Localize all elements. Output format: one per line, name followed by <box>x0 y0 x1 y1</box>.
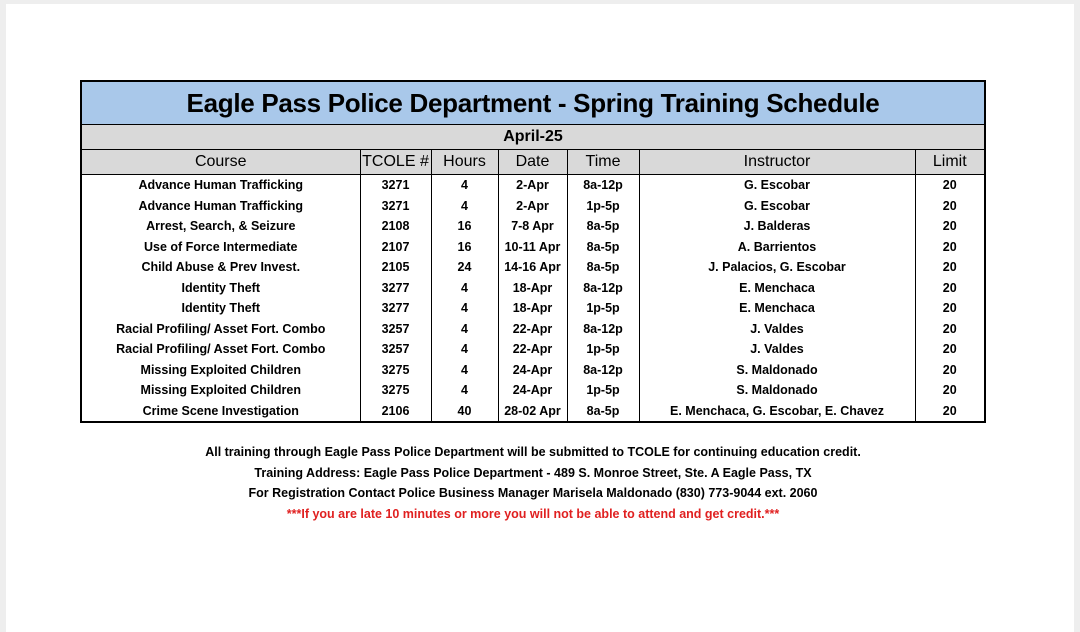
column-header-course: Course <box>82 150 360 175</box>
tcole-cell: 3271 <box>360 196 431 217</box>
limit-cell: 20 <box>942 362 957 377</box>
instructor-cell: S. Maldonado <box>639 380 915 401</box>
limit-cell: 20 <box>942 403 957 418</box>
course-cell: Arrest, Search, & Seizure <box>82 216 360 237</box>
date-cell: 18-Apr <box>498 278 567 299</box>
limit-cell: 20 <box>942 321 957 336</box>
tcole-cell: 3271 <box>360 175 431 196</box>
limit-cell: 20 <box>942 383 957 398</box>
instructor-cell: E. Menchaca, G. Escobar, E. Chavez <box>639 401 915 422</box>
hours-cell: 40 <box>431 401 498 422</box>
instructor-cell: J. Palacios, G. Escobar <box>639 257 915 278</box>
document-page <box>6 4 1074 632</box>
instructor-cell: G. Escobar <box>639 175 915 196</box>
tcole-cell: 2108 <box>360 216 431 237</box>
hours-cell: 4 <box>431 380 498 401</box>
instructor-cell: E. Menchaca <box>639 278 915 299</box>
course-cell: Racial Profiling/ Asset Fort. Combo <box>82 339 360 360</box>
course-cell: Identity Theft <box>82 298 360 319</box>
table-row <box>82 278 984 299</box>
time-cell: 1p-5p <box>567 298 639 319</box>
time-cell: 8a-5p <box>567 216 639 237</box>
limit-cell: 20 <box>942 239 957 254</box>
tcole-cell: 2105 <box>360 257 431 278</box>
time-cell: 1p-5p <box>567 196 639 217</box>
limit-cell: 20 <box>942 260 957 275</box>
date-cell: 24-Apr <box>498 380 567 401</box>
table-row <box>82 401 984 422</box>
hours-cell: 24 <box>431 257 498 278</box>
tcole-cell: 3257 <box>360 339 431 360</box>
schedule-table <box>82 150 984 421</box>
hours-cell: 4 <box>431 360 498 381</box>
column-header-instructor: Instructor <box>639 150 915 175</box>
tcole-cell: 3277 <box>360 298 431 319</box>
time-cell: 8a-12p <box>567 175 639 196</box>
hours-cell: 4 <box>431 298 498 319</box>
table-row <box>82 298 984 319</box>
date-cell: 24-Apr <box>498 360 567 381</box>
registration-contact: For Registration Contact Police Business Manager Marisela Maldonado (830) 773-9044 ext. 2060 <box>248 486 818 500</box>
tcole-cell: 2107 <box>360 237 431 258</box>
limit-cell: 20 <box>942 342 957 357</box>
time-cell: 1p-5p <box>567 339 639 360</box>
limit-cell: 20 <box>942 178 957 193</box>
course-cell: Use of Force Intermediate <box>82 237 360 258</box>
table-row <box>82 237 984 258</box>
hours-cell: 16 <box>431 237 498 258</box>
date-cell: 28-02 Apr <box>498 401 567 422</box>
date-cell: 2-Apr <box>498 175 567 196</box>
hours-cell: 16 <box>431 216 498 237</box>
instructor-cell: G. Escobar <box>639 196 915 217</box>
instructor-cell: A. Barrientos <box>639 237 915 258</box>
limit-cell: 20 <box>942 280 957 295</box>
limit-cell: 20 <box>942 219 957 234</box>
tcole-cell: 3275 <box>360 360 431 381</box>
hours-cell: 4 <box>431 175 498 196</box>
tcole-cell: 3277 <box>360 278 431 299</box>
instructor-cell: J. Balderas <box>639 216 915 237</box>
column-header-hours: Hours <box>431 150 498 175</box>
instructor-cell: E. Menchaca <box>639 298 915 319</box>
time-cell: 8a-12p <box>567 360 639 381</box>
table-row <box>82 175 984 196</box>
hours-cell: 4 <box>431 339 498 360</box>
table-row <box>82 216 984 237</box>
date-cell: 7-8 Apr <box>498 216 567 237</box>
column-header-time: Time <box>567 150 639 175</box>
header-row <box>82 150 984 175</box>
course-cell: Advance Human Trafficking <box>82 196 360 217</box>
limit-cell: 20 <box>942 301 957 316</box>
tcole-credit-note: All training through Eagle Pass Police Department will be submitted to TCOLE for continuing education credit. <box>205 445 861 459</box>
time-cell: 8a-5p <box>567 257 639 278</box>
schedule-title: Eagle Pass Police Department - Spring Training Schedule <box>82 82 984 125</box>
column-header-tcole: TCOLE # <box>360 150 431 175</box>
tcole-cell: 2106 <box>360 401 431 422</box>
table-row <box>82 257 984 278</box>
footer-notes <box>80 442 986 524</box>
time-cell: 1p-5p <box>567 380 639 401</box>
schedule-sheet <box>80 80 986 423</box>
course-cell: Missing Exploited Children <box>82 380 360 401</box>
tcole-cell: 3275 <box>360 380 431 401</box>
course-cell: Child Abuse & Prev Invest. <box>82 257 360 278</box>
column-header-limit: Limit <box>915 150 984 175</box>
table-row <box>82 339 984 360</box>
date-cell: 22-Apr <box>498 339 567 360</box>
table-row <box>82 360 984 381</box>
date-cell: 2-Apr <box>498 196 567 217</box>
late-warning: ***If you are late 10 minutes or more you will not be able to attend and get credit.*** <box>286 506 780 521</box>
table-row <box>82 380 984 401</box>
course-cell: Identity Theft <box>82 278 360 299</box>
hours-cell: 4 <box>431 278 498 299</box>
table-row <box>82 196 984 217</box>
table-row <box>82 319 984 340</box>
course-cell: Missing Exploited Children <box>82 360 360 381</box>
date-cell: 22-Apr <box>498 319 567 340</box>
hours-cell: 4 <box>431 319 498 340</box>
time-cell: 8a-5p <box>567 401 639 422</box>
date-cell: 14-16 Apr <box>498 257 567 278</box>
course-cell: Advance Human Trafficking <box>82 175 360 196</box>
instructor-cell: S. Maldonado <box>639 360 915 381</box>
month-label: April-25 <box>82 125 984 150</box>
time-cell: 8a-12p <box>567 319 639 340</box>
time-cell: 8a-5p <box>567 237 639 258</box>
course-cell: Crime Scene Investigation <box>82 401 360 422</box>
hours-cell: 4 <box>431 196 498 217</box>
time-cell: 8a-12p <box>567 278 639 299</box>
course-cell: Racial Profiling/ Asset Fort. Combo <box>82 319 360 340</box>
date-cell: 10-11 Apr <box>498 237 567 258</box>
training-address: Training Address: Eagle Pass Police Department - 489 S. Monroe Street, Ste. A Eagle Pass, TX <box>254 465 812 480</box>
limit-cell: 20 <box>942 198 957 213</box>
instructor-cell: J. Valdes <box>639 339 915 360</box>
column-header-date: Date <box>498 150 567 175</box>
instructor-cell: J. Valdes <box>639 319 915 340</box>
tcole-cell: 3257 <box>360 319 431 340</box>
date-cell: 18-Apr <box>498 298 567 319</box>
